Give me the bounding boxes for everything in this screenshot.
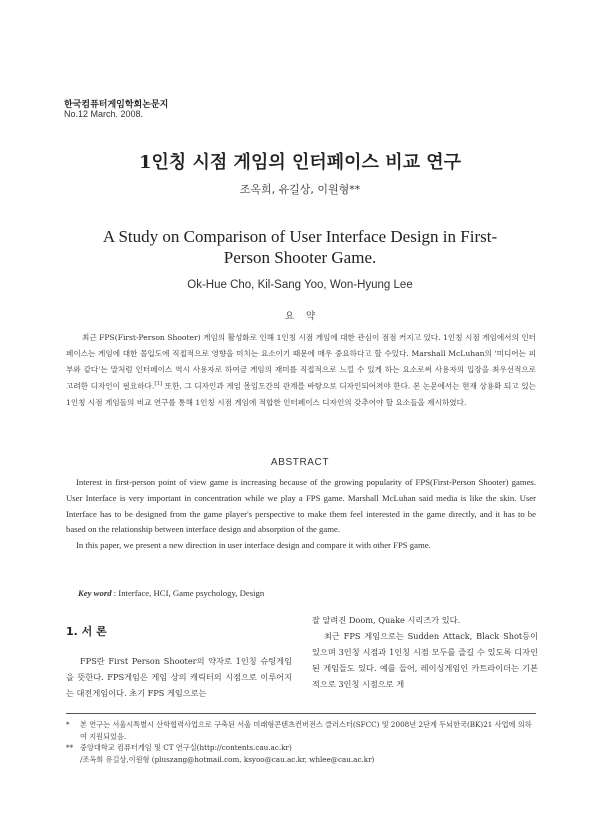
abstract-english-paragraph-1: Interest in first-person point of view game is increasing because of the growing popularity of FPS(First-Person Shooter) games. User Interface is very important in concentration while we play a FPS game. Marshall McLuhan said media is like the skin. User Interface has to be designed from the game player's perspective to make them feel interested in the game directly, and it has to be based on the relationship between interface design and absorption of the game. (66, 477, 536, 535)
section-heading-introduction: 1. 서 론 (66, 625, 107, 638)
abstract-english-paragraph-2: In this paper, we present a new direction in user interface design and compare it with other FPS game. (76, 540, 431, 551)
issue-info: No.12 March. 2008. (64, 109, 144, 119)
footnote-text: 본 연구는 서울시특별시 산학협력사업으로 구축된 서울 미래형콘텐츠컨버전스 클러스터(SFCC) 및 2008년 2단계 두뇌한국(BK)21 사업에 의하여 지원되었음. (80, 720, 532, 741)
footnote-mark: ** (66, 743, 74, 752)
keywords-value: : Interface, HCI, Game psychology, Design (113, 588, 265, 598)
footnote-funding (66, 719, 538, 742)
keywords (78, 588, 264, 598)
title-korean: 1인칭 시점 게임의 인터페이스 비교 연구 (138, 152, 462, 173)
journal-name: 한국컴퓨터게임학회논문지 (64, 100, 169, 110)
footnote-divider (66, 713, 536, 714)
abstract-korean-heading: 요약 (284, 311, 328, 322)
title-english: A Study on Comparison of User Interface Design in First-Person Shooter Game. (102, 227, 498, 267)
authors-korean: 조옥희, 유길상, 이원형** (239, 183, 361, 196)
abstract-korean-text-2: 또한, 그 디자인과 게임 몰입도간의 관계를 바탕으로 디자인되어져야 한다. 본 논문에서는 현재 상용화 되고 있는 1인칭 시점 게임들의 비교 연구를 통해 1인칭 시점 게임에 적합한 인터페이스 디자인의 갖추어야 할 요소들을 제시하였다. (66, 381, 536, 407)
intro-paragraph-right-2: 최근 FPS 게임으로는 Sudden Attack, Black Shot등이 있으며 3인칭 시점과 1인칭 시점 모두를 즐길 수 있도록 디자인 된 게임들도 있다. 예를 들어, 레이싱게임인 카트라이더는 기본적으로 3인칭 시점으로 게 (312, 631, 538, 689)
authors-english: Ok-Hue Cho, Kil-Sang Yoo, Won-Hyung Lee (187, 279, 413, 291)
abstract-english-heading: ABSTRACT (270, 457, 330, 468)
abstract-korean (66, 330, 536, 411)
body-left-column (66, 612, 292, 701)
intro-paragraph-right-1: 잘 알려진 Doom, Quake 시리즈가 있다. (312, 615, 461, 625)
intro-paragraph-left: FPS란 First Person Shooter의 약자로 1인칭 슈팅게임을 뜻한다. FPS게임은 게임 상의 캐릭터의 시점으로 이루어지는 대전게임이다. 초기 FPS 게임으로는 (66, 656, 292, 698)
footnote-contact: /조옥희 유길상,이원형 (pluszang@hotmail.com, ksyoo@cau.ac.kr, whlee@cau.ac.kr) (80, 754, 375, 764)
keywords-label: Key word (78, 588, 112, 598)
reference-marker: [1] (154, 381, 163, 388)
abstract-english (66, 475, 536, 554)
abstract-korean-text-1: 최근 FPS(First-Person Shooter) 게임의 활성화로 인해 1인칭 시점 게임에 대한 관심이 점점 커지고 있다. 1인칭 시점 게임에서의 인터페이스는 게임에 대한 몰입도에 직접적으로 영향을 미치는 요소이기 때문에 매우 중요하다고 할 수있다. Marshall McLuhan의 '미디어는 피부와 같다'는 말처럼 인터페이스 역시 사용자로 하여금 게임의 재미를 직접적으로 느낄 수 있게 하는 요소로써 사용자의 입장을 최우선적으로 고려한 디자인이 필요하다. (66, 333, 536, 391)
footnotes (66, 719, 538, 765)
footnote-mark: * (66, 720, 70, 729)
footnote-affiliation (66, 742, 538, 754)
footnote-text: 중앙대학교 컴퓨터게임 및 CT 연구실(http://contents.cau.ac.kr) (80, 743, 292, 752)
body-right-column (312, 612, 538, 692)
